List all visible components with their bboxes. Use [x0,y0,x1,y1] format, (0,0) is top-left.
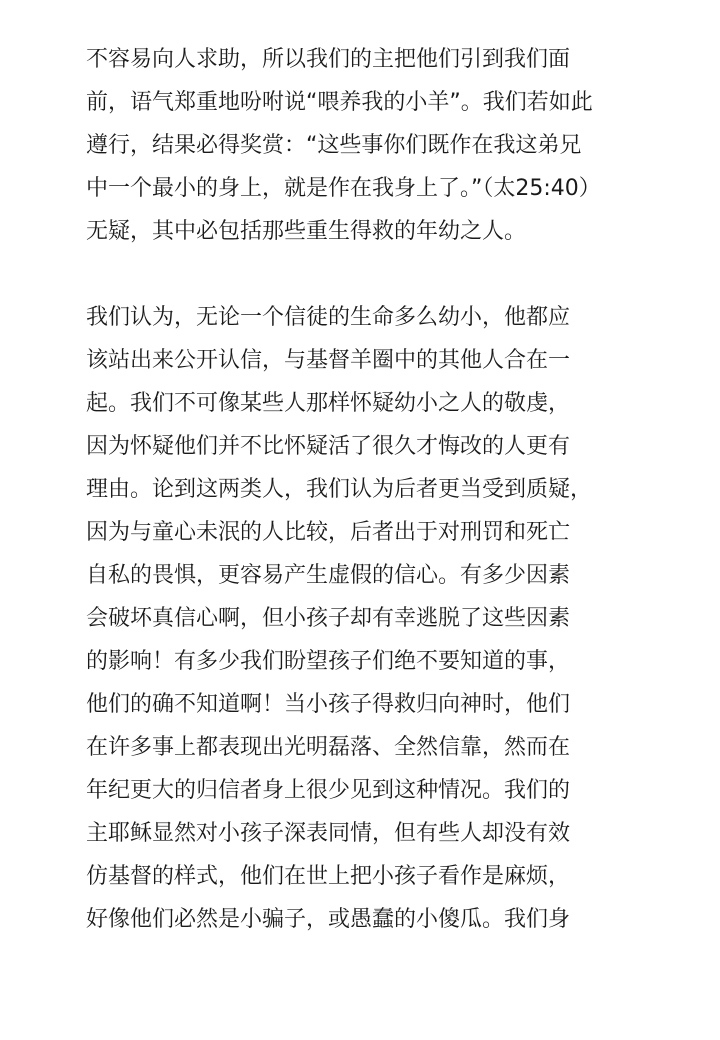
text-line: 的影响！有多少我们盼望孩子们绝不要知道的事， [86,649,571,674]
text-line: 该站出来公开认信，与基督羊圈中的其他人合在一 [86,348,571,373]
text-line: 仿基督的样式，他们在世上把小孩子看作是麻烦， [86,864,571,889]
text-line: 遵行，结果必得奖赏：“这些事你们既作在我这弟兄 [86,133,582,158]
text-line: 我们认为，无论一个信徒的生命多么幼小，他都应 [86,305,571,330]
text-line: 会破坏真信心啊，但小孩子却有幸逃脱了这些因素 [86,606,571,631]
text-line: 在许多事上都表现出光明磊落、全然信靠，然而在 [86,735,571,760]
text-line: 他们的确不知道啊！当小孩子得救归向神时，他们 [86,692,571,717]
text-line: 起。我们不可像某些人那样怀疑幼小之人的敬虔， [86,391,571,416]
paragraph-1 [86,38,646,253]
text-line: 自私的畏惧，更容易产生虚假的信心。有多少因素 [86,563,571,588]
paragraph-gap [86,253,646,296]
paragraph-2 [86,296,646,941]
text-line: 中一个最小的身上，就是作在我身上了。”（太25:40） [86,176,601,201]
text-line: 不容易向人求助，所以我们的主把他们引到我们面 [86,47,571,72]
text-line: 无疑，其中必包括那些重生得救的年幼之人。 [86,219,527,244]
text-line: 好像他们必然是小骗子，或愚蠢的小傻瓜。我们身 [86,907,571,932]
text-line: 因为与童心未泯的人比较，后者出于对刑罚和死亡 [86,520,571,545]
text-line: 主耶稣显然对小孩子深表同情，但有些人却没有效 [86,821,571,846]
text-line: 年纪更大的归信者身上很少见到这种情况。我们的 [86,778,571,803]
text-line: 前，语气郑重地吩咐说“喂养我的小羊”。我们若如此 [86,90,593,115]
document-page [86,38,646,941]
text-line: 因为怀疑他们并不比怀疑活了很久才悔改的人更有 [86,434,571,459]
text-line: 理由。论到这两类人，我们认为后者更当受到质疑， [86,477,593,502]
